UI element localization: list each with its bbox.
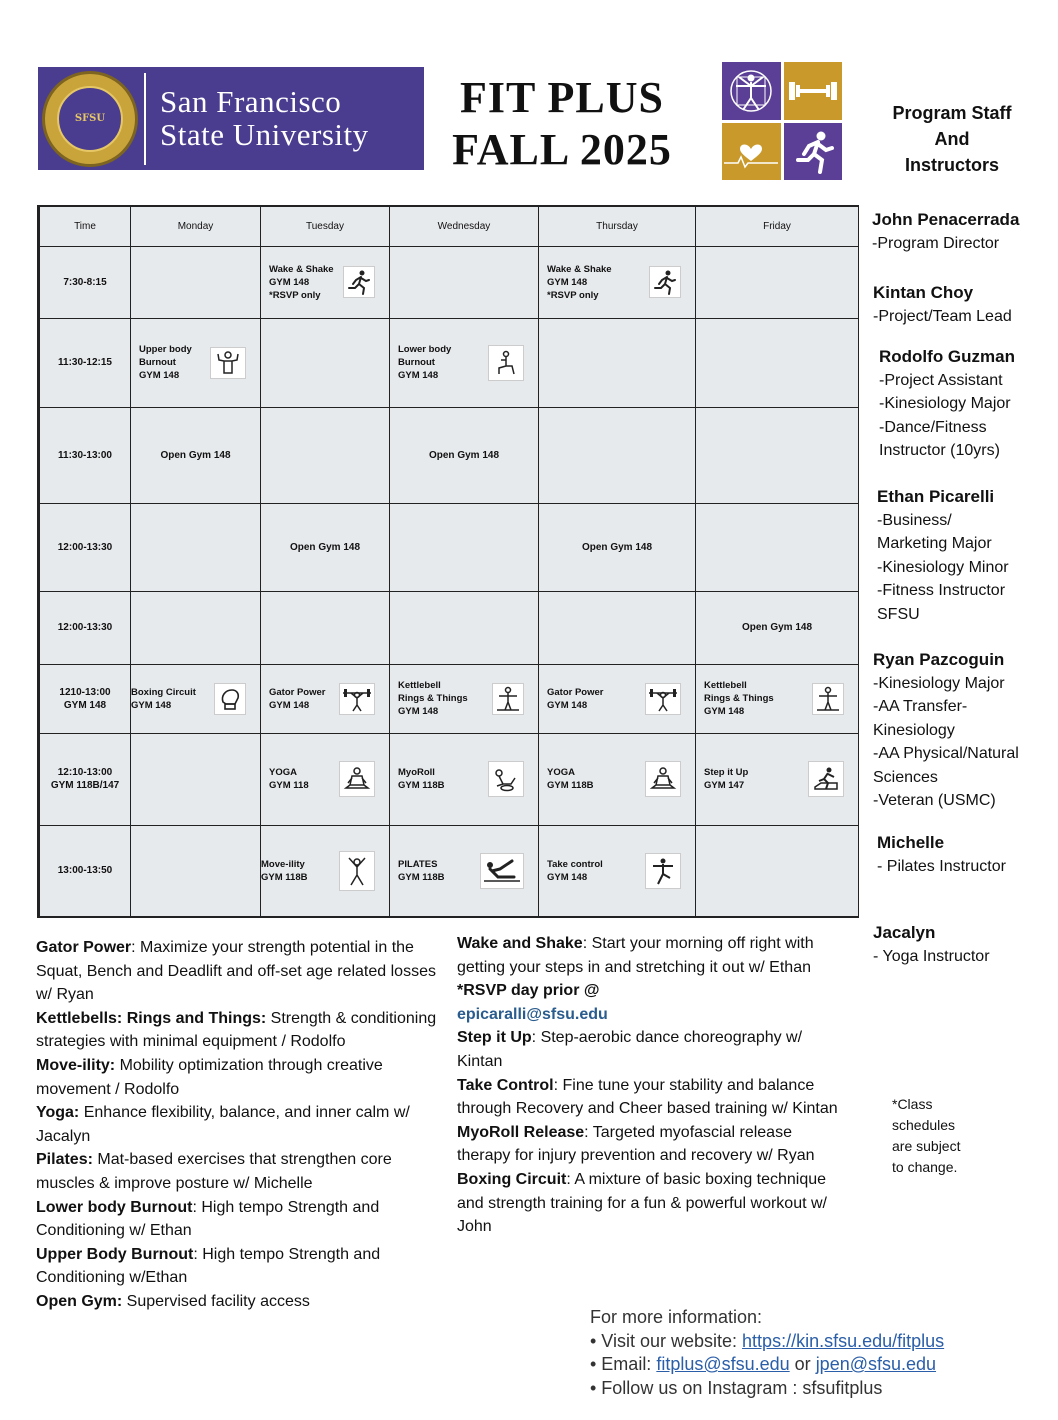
stretching-figure-icon	[339, 851, 375, 891]
header-thursday: Thursday	[539, 206, 696, 246]
info-website: • Visit our website: https://kin.sfsu.edu/fitplus	[590, 1330, 945, 1351]
class-cell-pilates: PILATES GYM 118B	[390, 825, 539, 917]
empty-cell	[131, 825, 261, 917]
class-cell-gator-power: Gator Power GYM 148	[261, 664, 390, 733]
empty-cell	[261, 591, 390, 664]
running-icon	[649, 266, 681, 298]
logo-wordmark	[160, 83, 369, 152]
empty-cell	[539, 407, 696, 503]
description-item: Step it Up: Step-aerobic dance choreography w/ Kintan	[457, 1029, 803, 1070]
time-cell: 7:30-8:15	[39, 246, 131, 318]
class-cell-gator-power: Gator Power GYM 148	[539, 664, 696, 733]
class-cell-myoroll: MyoRoll GYM 118B	[390, 733, 539, 825]
description-item: Move-ility: Mobility optimization through creative movement / Rodolfo	[36, 1056, 383, 1098]
pilates-pose-icon	[480, 853, 524, 889]
step-aerobics-icon	[808, 761, 844, 797]
time-cell: 11:30-12:15	[39, 318, 131, 407]
sfsu-logo	[38, 67, 424, 170]
empty-cell	[261, 318, 390, 407]
table-row	[39, 407, 859, 503]
class-schedule-table	[37, 205, 859, 918]
empty-cell	[696, 318, 859, 407]
header-friday: Friday	[696, 206, 859, 246]
empty-cell	[390, 503, 539, 591]
info-email: • Email: fitplus@sfsu.edu or jpen@sfsu.edu	[590, 1354, 937, 1374]
open-gym-cell: Open Gym 148	[261, 503, 390, 591]
flexing-arms-icon	[210, 347, 246, 379]
jpen-email-link[interactable]: jpen@sfsu.edu	[815, 1354, 937, 1374]
open-gym-cell: Open Gym 148	[539, 503, 696, 591]
empty-cell	[131, 591, 261, 664]
empty-cell	[696, 246, 859, 318]
staff-member: John Penacerrada -Program Director	[872, 210, 1020, 252]
empty-cell	[696, 503, 859, 591]
running-icon	[343, 266, 375, 298]
staff-member: Michelle - Pilates Instructor	[877, 833, 1006, 875]
staff-member: Rodolfo Guzman -Project Assistant -Kinesiology Major -Dance/Fitness Instructor (10yrs)	[879, 347, 1015, 459]
time-cell: 1210-13:00 GYM 148	[39, 664, 131, 733]
balance-pose-icon	[645, 853, 681, 889]
class-descriptions-right	[457, 932, 847, 1239]
open-gym-cell: Open Gym 148	[696, 591, 859, 664]
boxing-glove-icon	[214, 683, 246, 715]
website-link[interactable]: https://kin.sfsu.edu/fitplus	[742, 1330, 945, 1351]
title-line-2: FALL 2025	[452, 125, 672, 174]
empty-cell	[696, 407, 859, 503]
info-instagram: • Follow us on Instagram : sfsufitplus	[590, 1377, 883, 1398]
meditation-icon	[339, 761, 375, 797]
table-row	[39, 664, 859, 733]
description-item: MyoRoll Release: Targeted myofascial release therapy for injury prevention and recovery w/ Ryan	[457, 1123, 815, 1165]
class-cell-wake-shake: Wake & Shake GYM 148 *RSVP only	[261, 246, 390, 318]
description-item: Take Control: Fine tune your stability and balance through Recovery and Cheer based training w/ Kintan	[457, 1076, 838, 1118]
empty-cell	[696, 825, 859, 917]
open-gym-cell: Open Gym 148	[390, 407, 539, 503]
meditation-icon	[645, 761, 681, 797]
class-cell-take-control: Take control GYM 148	[539, 825, 696, 917]
logo-line-1: San Francisco	[160, 83, 342, 119]
more-info	[590, 1306, 944, 1400]
weightlifter-icon	[645, 683, 681, 715]
table-row	[39, 246, 859, 318]
open-gym-cell: Open Gym 148	[131, 407, 261, 503]
empty-cell	[390, 246, 539, 318]
title-line-1: FIT PLUS	[459, 73, 665, 122]
time-cell: 12:00-13:30	[39, 503, 131, 591]
vitruvian-man-icon	[722, 62, 781, 120]
empty-cell	[131, 503, 261, 591]
description-item: Boxing Circuit: A mixture of basic boxing technique and strength training for a fun & powerful workout w/ John	[457, 1170, 827, 1236]
empty-cell	[131, 733, 261, 825]
foam-roller-icon	[488, 761, 524, 797]
class-cell-yoga: YOGA GYM 118	[261, 733, 390, 825]
class-cell-wake-shake: Wake & Shake GYM 148 *RSVP only	[539, 246, 696, 318]
empty-cell	[261, 407, 390, 503]
logo-line-2: State University	[160, 116, 369, 152]
table-row	[39, 825, 859, 917]
empty-cell	[390, 591, 539, 664]
table-header-row	[39, 206, 859, 246]
staff-member: Ryan Pazcoguin -Kinesiology Major -AA Transfer- Kinesiology -AA Physical/Natural Sciences -Veteran (USMC)	[873, 650, 1019, 809]
runner-icon	[784, 123, 843, 181]
class-cell-upper-body: Upper body Burnout GYM 148	[131, 318, 261, 407]
header-tuesday: Tuesday	[261, 206, 390, 246]
empty-cell	[131, 246, 261, 318]
table-row	[39, 318, 859, 407]
table-row	[39, 503, 859, 591]
empty-cell	[539, 591, 696, 664]
description-item: Upper Body Burnout: High tempo Strength and Conditioning w/Ethan	[36, 1245, 381, 1287]
description-item: Gator Power: Maximize your strength potential in the Squat, Bench and Deadlift and off-set age related losses w/ Ryan	[36, 939, 436, 1004]
class-descriptions-left	[36, 936, 446, 1314]
description-item: Lower body Burnout: High tempo Strength and Conditioning w/ Ethan	[36, 1198, 380, 1240]
table-row	[39, 733, 859, 825]
class-cell-kettlebell: Kettlebell Rings & Things GYM 148	[390, 664, 539, 733]
balance-rings-icon	[492, 683, 524, 715]
time-cell: 12:10-13:00 GYM 118B/147	[39, 733, 131, 825]
info-heading: For more information:	[590, 1307, 763, 1327]
fitplus-email-link[interactable]: fitplus@sfsu.edu	[656, 1354, 790, 1374]
class-cell-boxing: Boxing Circuit GYM 148	[131, 664, 261, 733]
description-item: Yoga: Enhance flexibility, balance, and inner calm w/ Jacalyn	[36, 1104, 410, 1145]
header-time: Time	[39, 206, 131, 246]
class-cell-kettlebell: Kettlebell Rings & Things GYM 148	[696, 664, 859, 733]
logo-divider	[144, 73, 146, 165]
staff-heading: Program Staff And Instructors	[892, 103, 1012, 175]
heartbeat-icon	[722, 123, 781, 181]
rsvp-email[interactable]: epicaralli@sfsu.edu	[457, 1005, 608, 1023]
time-cell: 13:00-13:50	[39, 825, 131, 917]
header-monday: Monday	[131, 206, 261, 246]
class-cell-move-ility: Move-ility GYM 118B	[261, 825, 390, 917]
lunge-icon	[488, 345, 524, 381]
header-wednesday: Wednesday	[390, 206, 539, 246]
staff-member: Jacalyn - Yoga Instructor	[873, 923, 990, 965]
schedule-change-note: *Class schedules are subject to change.	[892, 1096, 961, 1175]
description-item: Open Gym: Supervised facility access	[36, 1292, 310, 1310]
table-row	[39, 591, 859, 664]
class-cell-step-it-up: Step it Up GYM 147	[696, 733, 859, 825]
empty-cell	[539, 318, 696, 407]
staff-member: Ethan Picarelli -Business/ Marketing Major -Kinesiology Minor -Fitness Instructor SFSU	[877, 487, 1009, 623]
university-seal: SFSU	[42, 71, 138, 167]
weightlifter-icon	[339, 683, 375, 715]
staff-member: Kintan Choy -Project/Team Lead	[873, 283, 1012, 325]
class-cell-yoga: YOGA GYM 118B	[539, 733, 696, 825]
description-item: Kettlebells: Rings and Things: Strength & conditioning strategies with minimal equipment / Rodolfo	[36, 1009, 437, 1051]
description-item: Wake and Shake: Start your morning off right with getting your steps in and stretching it out w/ Ethan *RSVP day prior @ epicaralli@sfsu.edu	[457, 935, 814, 1023]
time-cell: 12:00-13:30	[39, 591, 131, 664]
barbell-icon	[784, 62, 843, 120]
class-cell-lower-body: Lower body Burnout GYM 148	[390, 318, 539, 407]
fitness-icon-grid	[722, 62, 842, 180]
time-cell: 11:30-13:00	[39, 407, 131, 503]
page-title	[432, 72, 692, 176]
balance-rings-icon	[812, 683, 844, 715]
description-item: Pilates: Mat-based exercises that strengthen core muscles & improve posture w/ Michelle	[36, 1151, 392, 1192]
